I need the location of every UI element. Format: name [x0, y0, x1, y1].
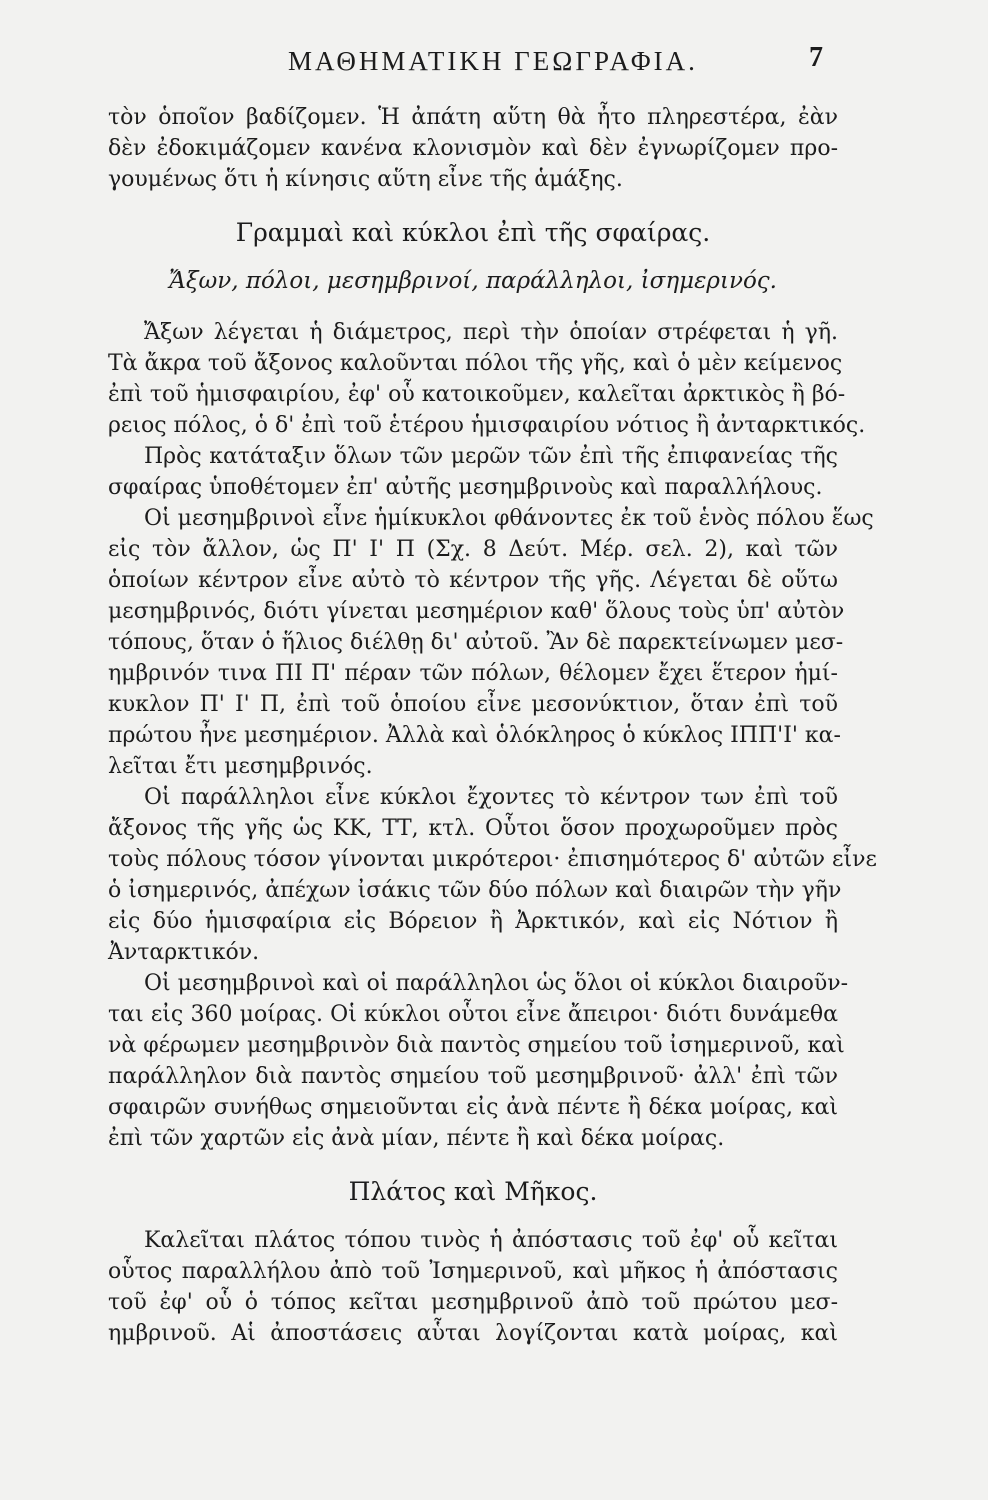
- text-line: γουμένως ὅτι ἡ κίνησις αὕτη εἶνε τῆς ἁμάξης.: [108, 167, 623, 192]
- text-line: ὁποίων κέντρον εἶνε αὐτὸ τὸ κέντρον τῆς γῆς. Λέγεται δὲ οὕτω: [108, 568, 838, 593]
- text-line: Τὰ ἄκρα τοῦ ἄξονος καλοῦνται πόλοι τῆς γῆς, καὶ ὁ μὲν κείμενος: [108, 351, 843, 376]
- text-line: τοῦ ἐφ' οὗ ὁ τόπος κεῖται μεσημβρινοῦ ἀπὸ τοῦ πρώτου μεσ-: [108, 1290, 838, 1315]
- text-line: μεσημβρινός, διότι γίνεται μεσημέριον καθ' ὅλους τοὺς ὑπ' αὐτὸν: [108, 599, 845, 624]
- text-line: ἐπὶ τῶν χαρτῶν εἰς ἀνὰ μίαν, πέντε ἢ καὶ δέκα μοίρας.: [108, 1126, 725, 1151]
- body-text: [108, 102, 877, 1349]
- text-line: Οἱ μεσημβρινοὶ εἶνε ἡμίκυκλοι φθάνοντες ἐκ τοῦ ἑνὸς πόλου ἕως: [144, 506, 874, 531]
- text-line: σφαιρῶν συνήθως σημειοῦνται εἰς ἀνὰ πέντε ἢ δέκα μοίρας, καὶ: [108, 1095, 838, 1120]
- text-line: λεῖται ἔτι μεσημβρινός.: [108, 754, 373, 779]
- text-line: κυκλον Π' Ι' Π, ἐπὶ τοῦ ὁποίου εἶνε μεσονύκτιον, ὅταν ἐπὶ τοῦ: [108, 692, 838, 717]
- text-line: εἰς τὸν ἄλλον, ὡς Π' Ι' Π (Σχ. 8 Δεύτ. Μέρ. σελ. 2), καὶ τῶν: [108, 537, 838, 562]
- paragraph-degrees: [108, 968, 848, 1154]
- text-line: ἄξονος τῆς γῆς ὡς ΚΚ, ΤΤ, κτλ. Οὗτοι ὅσον προχωροῦμεν πρὸς: [108, 816, 838, 841]
- intro-paragraph: [108, 102, 838, 195]
- section-subheading: Ἄξων, πόλοι, μεσημβρινοί, παράλληλοι, ἰσημερινός.: [168, 268, 777, 294]
- text-line: τοὺς πόλους τόσον γίνονται μικρότεροι· ἐπισημότερος δ' αὐτῶν εἶνε: [108, 847, 877, 872]
- text-line: ρειος πόλος, ὁ δ' ἐπὶ τοῦ ἑτέρου ἡμισφαιρίου νότιος ἢ ἀνταρκτικός.: [108, 413, 866, 438]
- text-line: τὸν ὁποῖον βαδίζομεν. Ἡ ἀπάτη αὕτη θὰ ἦτο πληρεστέρα, ἐὰν: [108, 105, 838, 130]
- paragraph-parallels: [108, 782, 877, 968]
- text-line: ημβρινόν τινα ΠΙ Π' πέραν τῶν πόλων, θέλομεν ἔχει ἕτερον ἡμί-: [108, 661, 838, 686]
- text-line: Οἱ παράλληλοι εἶνε κύκλοι ἔχοντες τὸ κέντρον των ἐπὶ τοῦ: [144, 785, 838, 810]
- text-line: δὲν ἐδοκιμάζομεν κανένα κλονισμὸν καὶ δὲν ἐγνωρίζομεν προ-: [108, 136, 838, 161]
- text-line: Ἄξων λέγεται ἡ διάμετρος, περὶ τὴν ὁποίαν στρέφεται ἡ γῆ.: [144, 320, 838, 345]
- text-line: παράλληλον διὰ παντὸς σημείου τοῦ μεσημβρινοῦ· ἀλλ' ἐπὶ τῶν: [108, 1064, 838, 1089]
- page-number: 7: [809, 42, 823, 73]
- text-line: πρώτου ἦνε μεσημέριον. Ἀλλὰ καὶ ὁλόκληρος ὁ κύκλος ΙΠΠ'Ι' κα-: [108, 723, 841, 748]
- text-line: Οἱ μεσημβρινοὶ καὶ οἱ παράλληλοι ὡς ὅλοι οἱ κύκλοι διαιροῦν-: [144, 971, 848, 996]
- paragraph-meridians: [108, 503, 874, 782]
- text-line: ται εἰς 360 μοίρας. Οἱ κύκλοι οὗτοι εἶνε ἄπειροι· διότι δυνάμεθα: [108, 1002, 838, 1027]
- section-heading-latitude-longitude: Πλάτος καὶ Μῆκος.: [348, 1177, 598, 1206]
- text-line: νὰ φέρωμεν μεσημβρινὸν διὰ παντὸς σημείου τοῦ ἰσημερινοῦ, καὶ: [108, 1033, 845, 1058]
- text-line: Καλεῖται πλάτος τόπου τινὸς ἡ ἀπόστασις τοῦ ἐφ' οὗ κεῖται: [144, 1228, 838, 1253]
- text-line: σφαίρας ὑποθέτομεν ἐπ' αὐτῆς μεσημβρινοὺς καὶ παραλλήλους.: [108, 475, 823, 500]
- text-line: εἰς δύο ἡμισφαίρια εἰς Βόρειον ἢ Ἀρκτικόν, καὶ εἰς Νότιον ἢ: [108, 909, 838, 934]
- page-header: [0, 42, 988, 82]
- paragraph-axis: [108, 317, 866, 441]
- text-line: ημβρινοῦ. Αἱ ἀποστάσεις αὗται λογίζονται κατὰ μοίρας, καὶ: [108, 1321, 838, 1346]
- running-title: ΜΑΘΗΜΑΤΙΚΗ ΓΕΩΓΡΑΦΙΑ.: [288, 46, 698, 76]
- section-heading-lines-circles: Γραμμαὶ καὶ κύκλοι ἐπὶ τῆς σφαίρας.: [235, 218, 711, 247]
- text-line: ὁ ἰσημερινός, ἀπέχων ἰσάκις τῶν δύο πόλων καὶ διαιρῶν τὴν γῆν: [108, 878, 842, 903]
- paragraph-classification: [108, 441, 838, 503]
- text-line: Πρὸς κατάταξιν ὅλων τῶν μερῶν τῶν ἐπὶ τῆς ἐπιφανείας τῆς: [144, 444, 838, 469]
- text-line: Ἀνταρκτικόν.: [108, 940, 260, 965]
- text-line: ἐπὶ τοῦ ἡμισφαιρίου, ἐφ' οὗ κατοικοῦμεν, καλεῖται ἀρκτικὸς ἢ βό-: [108, 382, 846, 407]
- text-line: τόπους, ὅταν ὁ ἥλιος διέλθῃ δι' αὐτοῦ. Ἂν δὲ παρεκτείνωμεν μεσ-: [108, 630, 844, 655]
- text-line: οὗτος παραλλήλου ἀπὸ τοῦ Ἰσημερινοῦ, καὶ μῆκος ἡ ἀπόστασις: [108, 1259, 838, 1284]
- paragraph-latitude: [108, 1225, 838, 1349]
